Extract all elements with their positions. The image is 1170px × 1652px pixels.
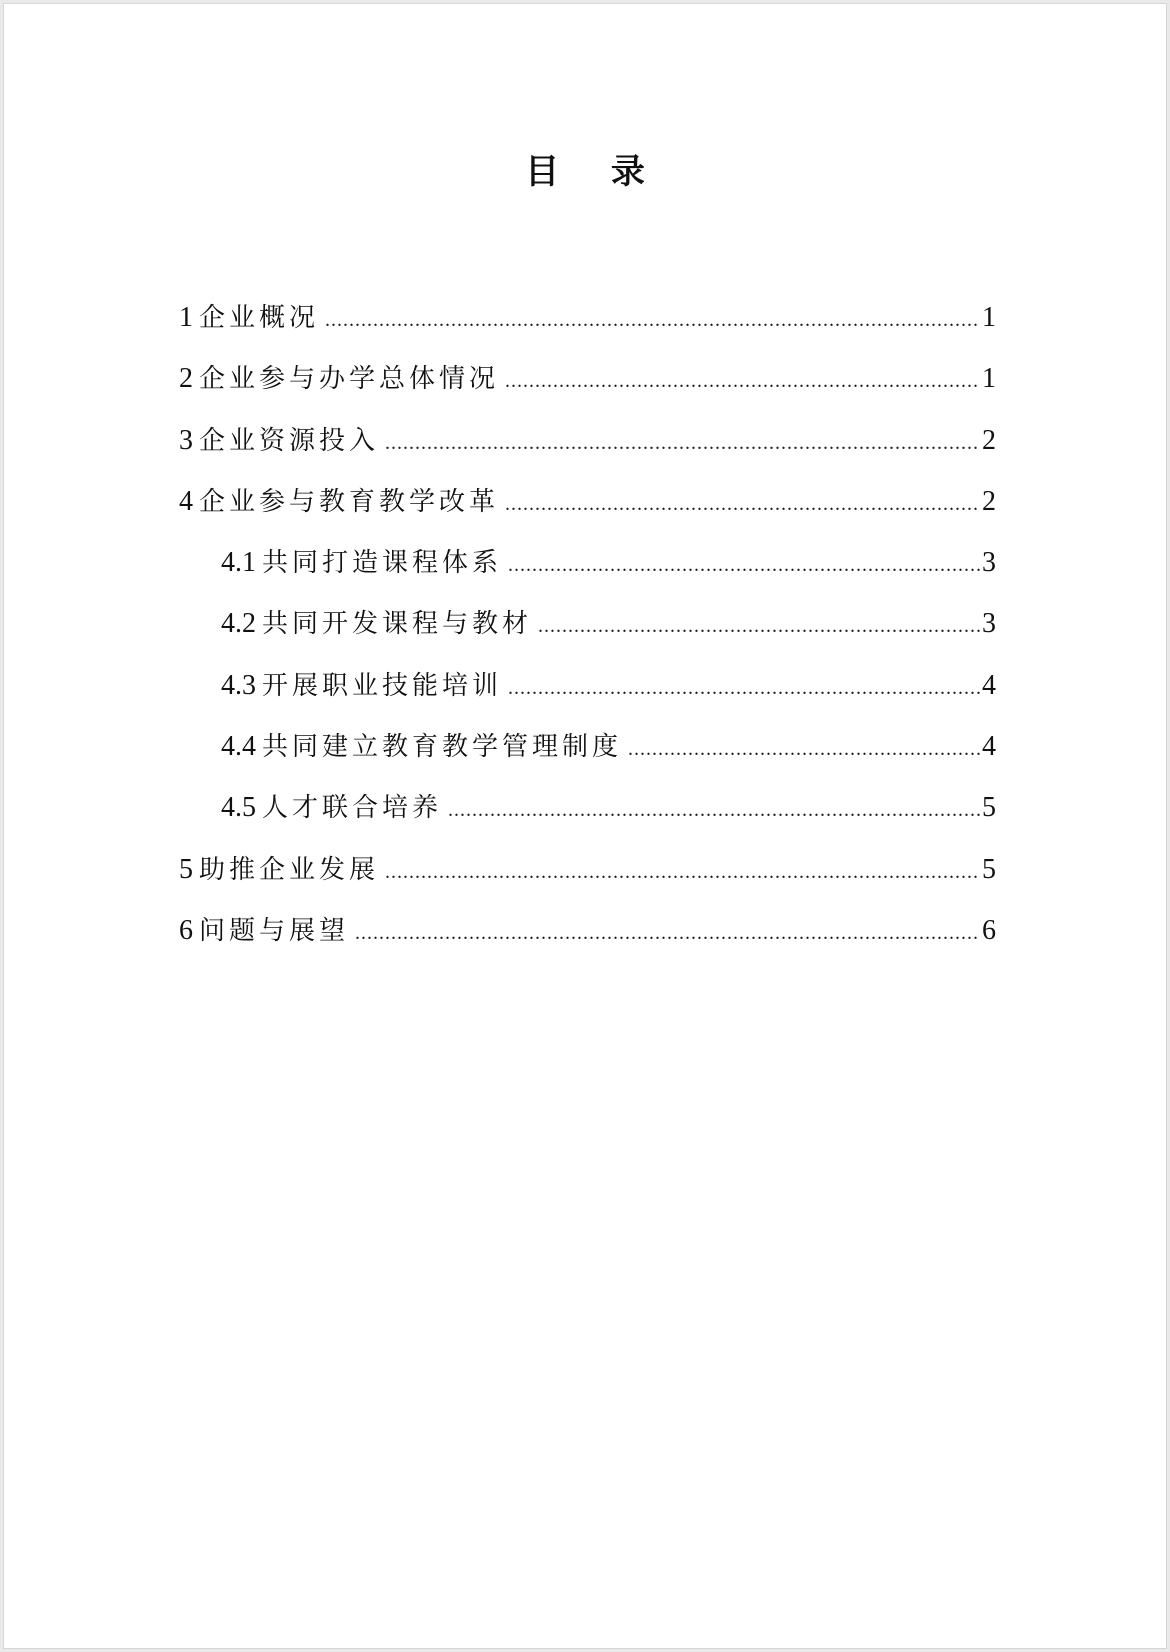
toc-entry[interactable] <box>179 910 996 971</box>
toc-subentry[interactable] <box>179 542 996 603</box>
entry-title: 共同开发课程与教材 <box>262 609 533 640</box>
dot-leader <box>505 370 980 393</box>
toc-subentry[interactable] <box>179 603 996 664</box>
entry-title: 开展职业技能培训 <box>262 670 503 701</box>
dot-leader <box>505 493 980 516</box>
entry-title: 共同建立教育教学管理制度 <box>262 732 623 763</box>
dot-leader <box>538 615 980 638</box>
entry-page-number: 3 <box>982 547 996 579</box>
toc-subentry[interactable] <box>179 665 996 726</box>
entry-number: 4.5 <box>221 792 256 824</box>
entry-title: 助推企业发展 <box>199 854 380 885</box>
toc-entry[interactable] <box>179 358 996 419</box>
dot-leader <box>508 677 980 700</box>
entry-number: 3 <box>179 424 193 456</box>
entry-page-number: 6 <box>982 914 996 946</box>
entry-page-number: 1 <box>982 363 996 395</box>
entry-number: 4.2 <box>221 608 256 640</box>
entry-number: 1 <box>179 302 193 333</box>
entry-number: 5 <box>179 853 193 885</box>
toc-subentry[interactable] <box>179 787 996 848</box>
entry-title: 企业参与教育教学改革 <box>199 486 500 517</box>
entry-number: 4 <box>179 485 193 517</box>
entry-page-number: 1 <box>982 302 996 333</box>
entry-title: 问题与展望 <box>199 915 350 946</box>
toc-entry[interactable] <box>179 849 996 910</box>
entry-title: 人才联合培养 <box>262 793 443 824</box>
entry-number: 4.3 <box>221 669 256 701</box>
dot-leader <box>355 922 980 945</box>
entry-page-number: 4 <box>982 669 996 701</box>
toc-entry[interactable] <box>179 297 996 358</box>
entry-title: 企业参与办学总体情况 <box>199 364 500 395</box>
document-page <box>3 3 1167 1649</box>
entry-title: 企业概况 <box>199 303 320 333</box>
entry-page-number: 4 <box>982 731 996 763</box>
toc-entry[interactable] <box>179 481 996 542</box>
dot-leader <box>385 861 980 884</box>
entry-number: 2 <box>179 363 193 395</box>
toc-entry[interactable] <box>179 420 996 481</box>
dot-leader <box>325 309 980 332</box>
dot-leader <box>385 432 980 455</box>
dot-leader <box>628 738 980 761</box>
dot-leader <box>508 554 980 577</box>
entry-number: 4.1 <box>221 547 256 579</box>
entry-title: 企业资源投入 <box>199 425 380 456</box>
toc-title: 目 录 <box>525 152 665 192</box>
entry-number: 6 <box>179 914 193 946</box>
toc-subentry[interactable] <box>179 726 996 787</box>
entry-page-number: 5 <box>982 853 996 885</box>
entry-title: 共同打造课程体系 <box>262 548 503 579</box>
toc-list <box>179 297 996 971</box>
entry-page-number: 3 <box>982 608 996 640</box>
dot-leader <box>448 799 980 822</box>
entry-page-number: 2 <box>982 485 996 517</box>
entry-number: 4.4 <box>221 731 256 763</box>
entry-page-number: 5 <box>982 792 996 824</box>
entry-page-number: 2 <box>982 424 996 456</box>
